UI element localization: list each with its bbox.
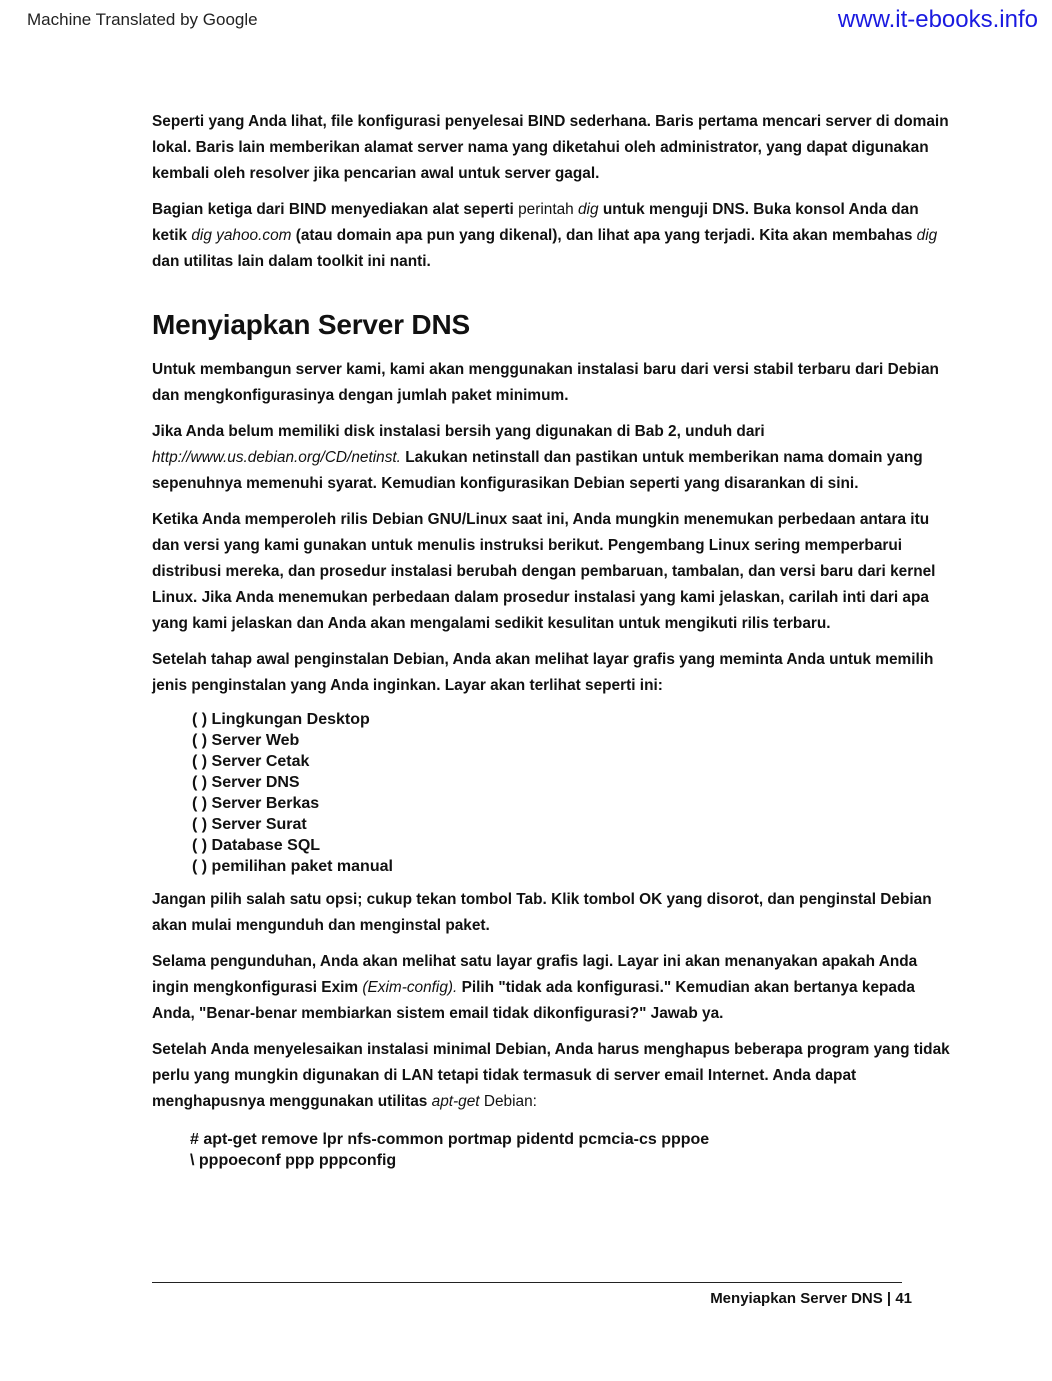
command-dig-yahoo: dig yahoo.com: [191, 227, 292, 244]
option-item: ( ) pemilihan paket manual: [192, 858, 393, 875]
page-number: 41: [895, 1290, 912, 1307]
option-item: ( ) Server Berkas: [192, 795, 320, 812]
text-run: Setelah Anda menyelesaikan instalasi minimal Debian, Anda harus menghapus beberapa program yang tidak perlu yang mungkin digunakan di LAN tetapi tidak termasuk di server email Internet. Anda dapat menghapusnya menggunakan utilitas: [152, 1041, 950, 1110]
text-run: (atau domain apa pun yang dikenal), dan lihat apa yang terjadi. Kita akan membahas: [291, 227, 917, 244]
text-run: Jika Anda belum memiliki disk instalasi bersih yang digunakan di Bab 2, unduh dari: [152, 423, 765, 440]
paragraph-remove-programs: [152, 1037, 952, 1115]
text-run: Lakukan netinstall dan pastikan untuk memberikan nama domain yang sepenuhnya memenuhi syarat. Kemudian konfigurasikan Debian seperti yang disarankan di sini.: [152, 449, 923, 492]
apt-get-name: apt-get: [431, 1093, 480, 1110]
text-run: Pilih "tidak ada konfigurasi." Kemudian akan bertanya kepada Anda, "Benar-benar membiarkan sistem email tidak dikonfigurasi?" Jawab ya.: [152, 979, 915, 1022]
option-item: ( ) Database SQL: [192, 837, 321, 854]
debian-url: http://www.us.debian.org/CD/netinst.: [152, 449, 401, 466]
footer-title: Menyiapkan Server DNS: [710, 1290, 883, 1307]
option-item: ( ) Server Surat: [192, 816, 307, 833]
code-line: \ pppoeconf ppp pppconfig: [190, 1152, 397, 1169]
paragraph-netinst: [152, 419, 952, 497]
paragraph-exim-config: [152, 949, 952, 1027]
text-run: Debian:: [479, 1093, 537, 1110]
website-link[interactable]: www.it-ebooks.info: [837, 6, 1038, 33]
paragraph-install-type: Setelah tahap awal penginstalan Debian, Anda akan melihat layar grafis yang meminta Anda untuk memilih jenis penginstalan yang Anda inginkan. Layar akan terlihat seperti ini:: [152, 651, 934, 694]
command-dig: dig: [578, 201, 599, 218]
paragraph-build-server: Untuk membangun server kami, kami akan menggunakan instalasi baru dari versi stabil terbaru dari Debian dan mengkonfigurasinya dengan jumlah paket minimum.: [152, 361, 939, 404]
text-run: Bagian ketiga dari BIND menyediakan alat seperti: [152, 201, 519, 218]
installation-options-list: [192, 709, 952, 877]
paragraph-dig-tool: [152, 197, 952, 275]
paragraph-bind-config: Seperti yang Anda lihat, file konfigurasi penyelesai BIND sederhana. Baris pertama mencari server di domain lokal. Baris lain memberikan alamat server nama yang diketahui oleh administrator, yang dapat digunakan kembali oleh resolver jika pencarian awal untuk server gagal.: [152, 113, 949, 182]
option-item: ( ) Lingkungan Desktop: [192, 711, 370, 728]
code-block: [190, 1129, 952, 1171]
exim-config-name: (Exim-config).: [362, 979, 458, 996]
footer-divider: [152, 1282, 902, 1283]
text-run: dan utilitas lain dalam toolkit ini nanti.: [152, 253, 431, 270]
text-run: Selama pengunduhan, Anda akan melihat satu layar grafis lagi. Layar ini akan menanyakan apakah Anda ingin mengkonfigurasi Exim: [152, 953, 918, 996]
code-line: # apt-get remove lpr nfs-common portmap pidentd pcmcia-cs pppoe: [190, 1131, 710, 1148]
option-item: ( ) Server Web: [192, 732, 300, 749]
machine-translation-notice: Machine Translated by Google: [27, 10, 258, 29]
option-item: ( ) Server DNS: [192, 774, 300, 791]
option-item: ( ) Server Cetak: [192, 753, 310, 770]
page-body: [152, 109, 952, 1171]
section-heading: Menyiapkan Server DNS: [152, 309, 470, 340]
page-footer: [710, 1290, 912, 1307]
command-dig: dig: [916, 227, 938, 244]
text-run: untuk menguji DNS. Buka konsol Anda dan ketik: [152, 201, 919, 244]
paragraph-tab-key: Jangan pilih salah satu opsi; cukup tekan tombol Tab. Klik tombol OK yang disorot, dan penginstal Debian akan mulai mengunduh dan menginstal paket.: [152, 891, 932, 934]
text-run: perintah: [518, 201, 578, 218]
footer-separator: |: [882, 1290, 896, 1307]
paragraph-release-differences: Ketika Anda memperoleh rilis Debian GNU/Linux saat ini, Anda mungkin menemukan perbedaan antara itu dan versi yang kami gunakan untuk menulis instruksi berikut. Pengembang Linux sering memperbarui distribusi mereka, dan prosedur instalasi berubah dengan pembaruan, tambalan, dan versi baru dari kernel Linux. Jika Anda menemukan perbedaan dalam prosedur instalasi yang kami jelaskan, carilah inti dari apa yang kami jelaskan dan Anda akan mengalami sedikit kesulitan untuk mengikuti rilis terbaru.: [152, 511, 936, 632]
